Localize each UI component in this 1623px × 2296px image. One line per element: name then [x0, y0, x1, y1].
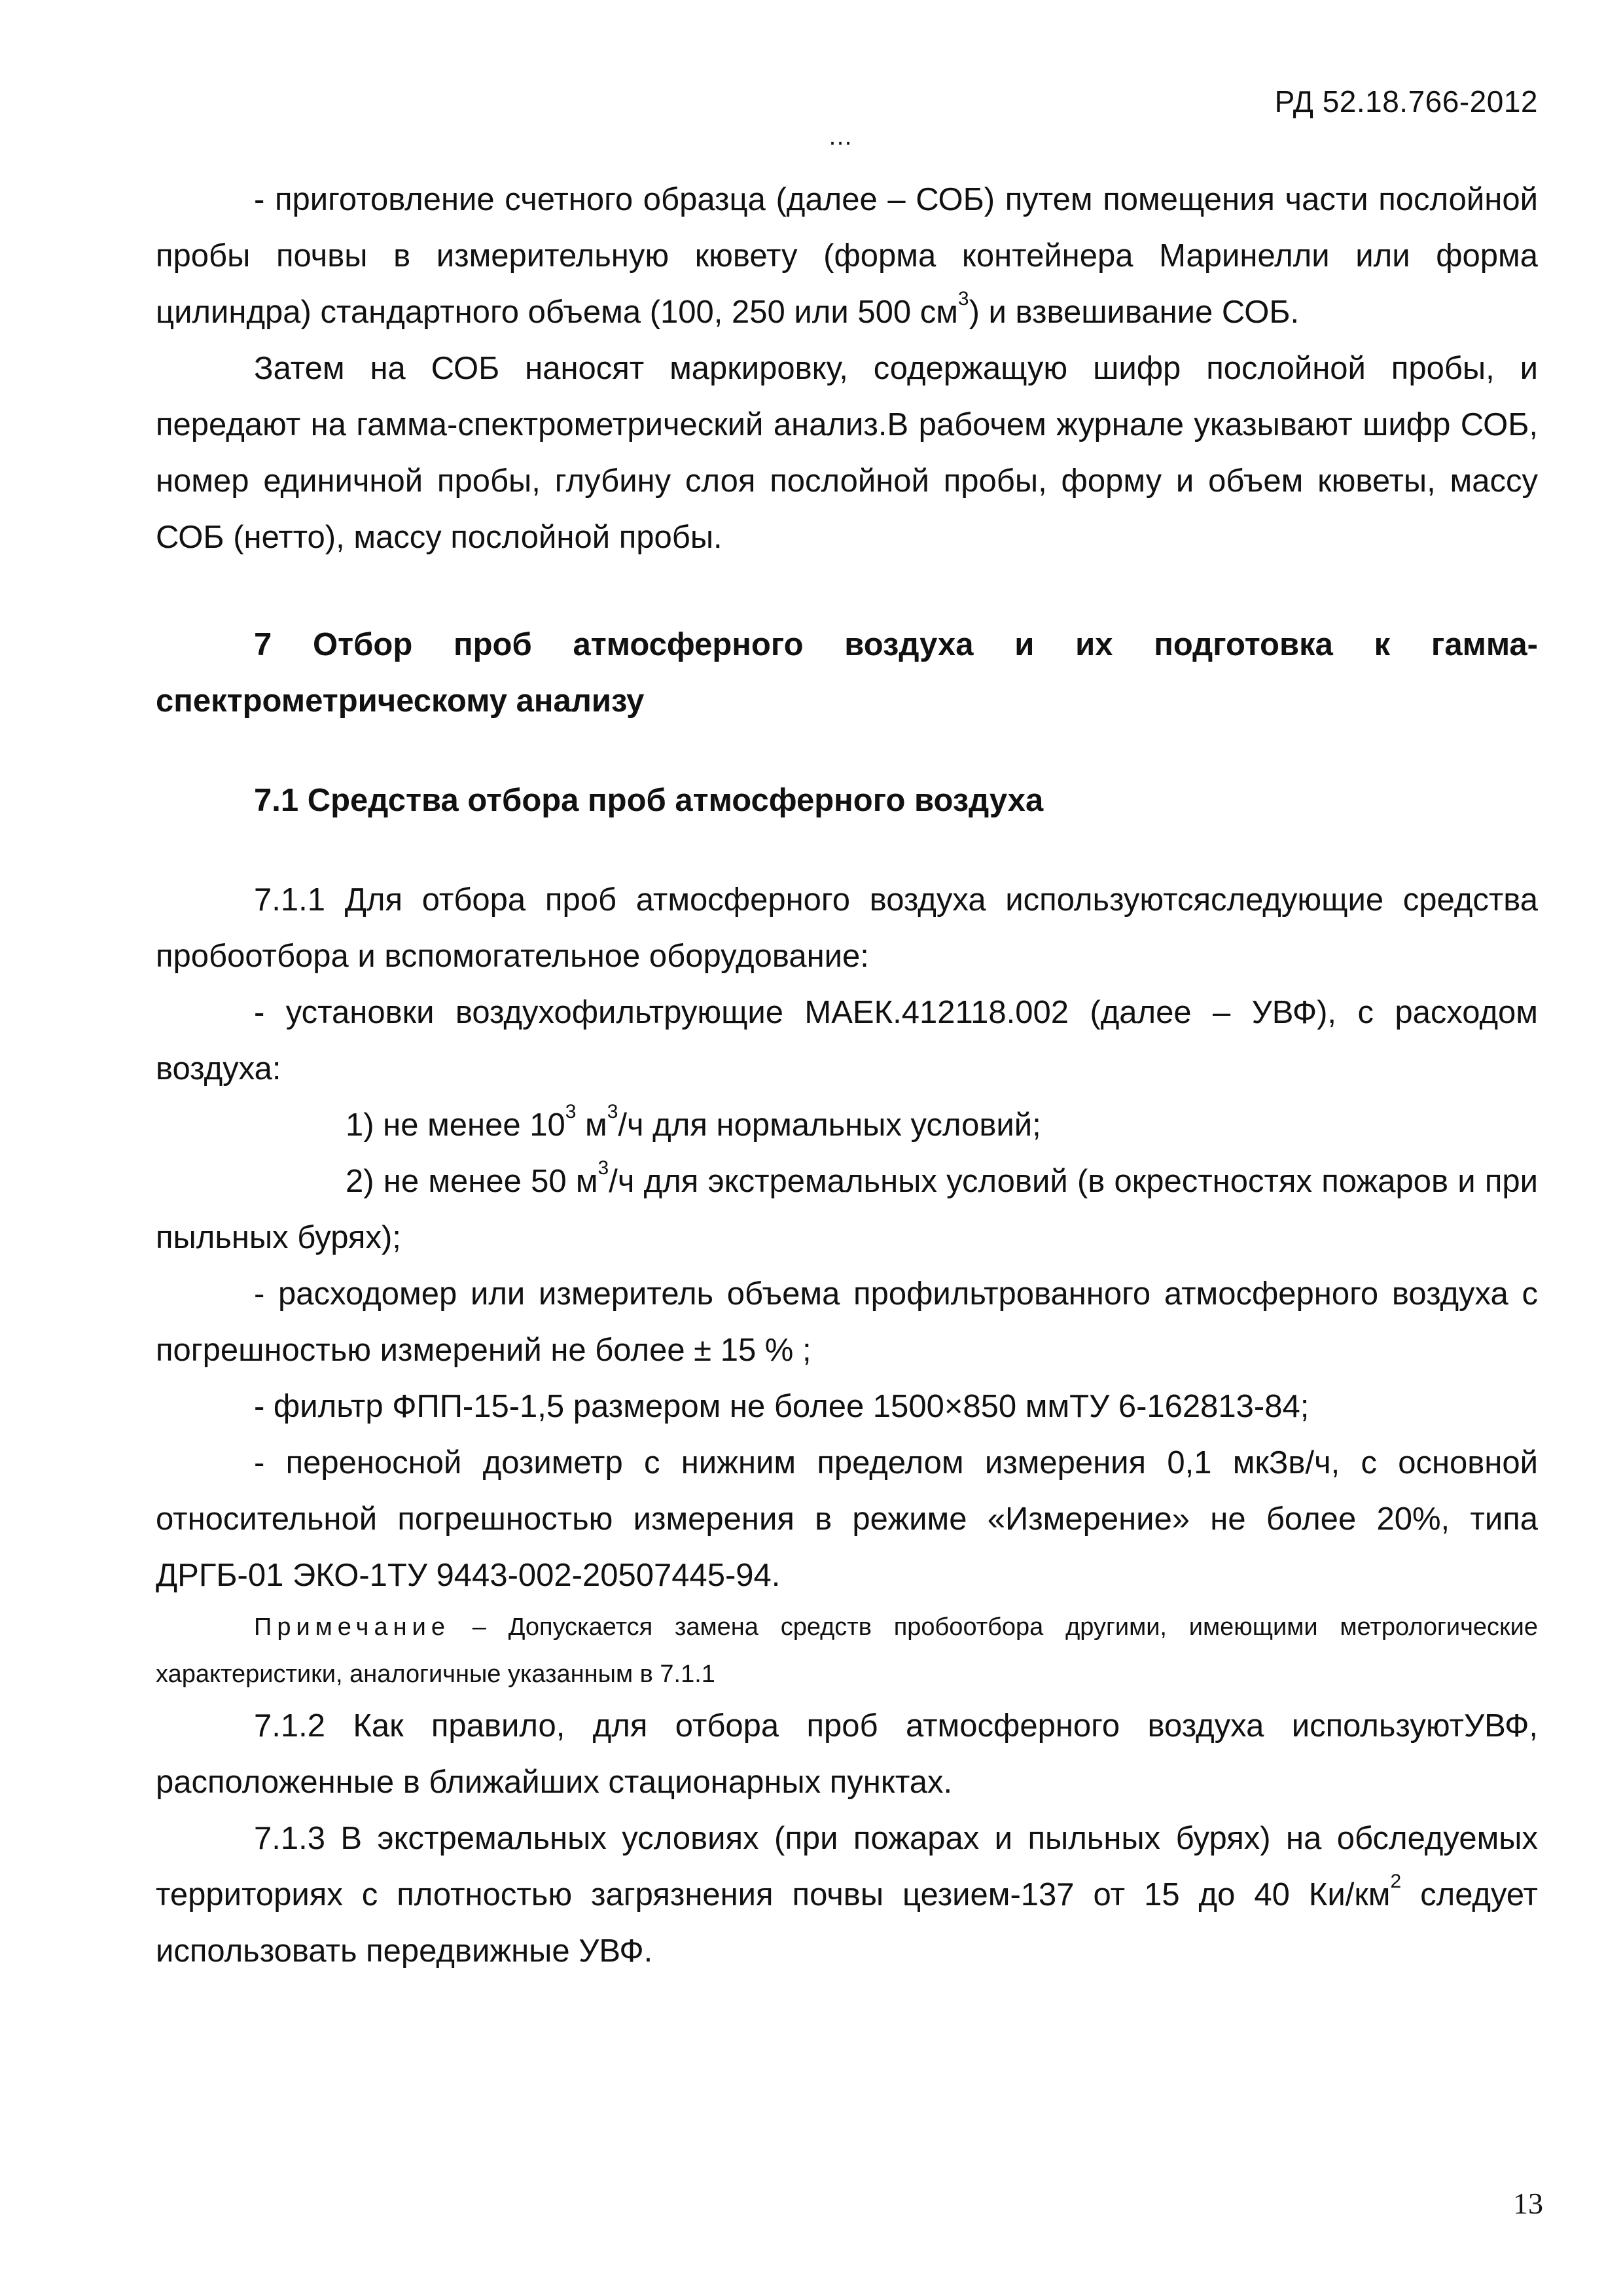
paragraph-7-1-3: 7.1.3 В экстремальных условиях (при пожарах и пыльных бурях) на обследуемых территориях с плотностью загрязнения почвы цезием-137 от 15 до 40 $Ки/км^2$ следует использовать передвижные УВФ. — [156, 1821, 1538, 1969]
continuation-ellipsis: … — [828, 123, 853, 151]
note-text: – Допускается замена средств пробоотбора другими, имеющими метрологические характеристики, аналогичные указанным в 7.1.1 — [156, 1613, 1538, 1688]
list-item-filter: - фильтр ФПП-15-1,5 размером не более 1500×850 ммТУ 6-162813-84; — [254, 1389, 1310, 1424]
list-item-flowmeter: - расходомер или измеритель объема профильтрованного атмосферного воздуха с погрешностью измерений не более ± 15 % ; — [156, 1276, 1538, 1368]
note — [156, 1604, 1538, 1698]
document-code: РД 52.18.766-2012 — [1274, 84, 1538, 118]
page-number: 13 — [1513, 2187, 1543, 2220]
paragraph-7-1-2: 7.1.2 Как правило, для отбора проб атмосферного воздуха используютУВФ, расположенные в ближайших стационарных пунктах. — [156, 1708, 1538, 1800]
subsection-heading-7-1: 7.1 Средства отбора проб атмосферного воздуха — [254, 783, 1044, 818]
list-item-dosimeter: - переносной дозиметр с нижним пределом измерения 0,1 мкЗв/ч, с основной относительной погрешностью измерения в режиме «Измерение» не более 20%, типа ДРГБ-01 ЭКО-1ТУ 9443-002-20507445-94. — [156, 1445, 1538, 1593]
list-item-filter-units: - установки воздухофильтрующие МАЕК.412118.002 (далее – УВФ), с расходом воздуха: — [156, 995, 1538, 1086]
page-content — [156, 171, 1538, 1979]
list-item-extreme-conditions: 2) не менее 50 $м^3/ч$ для экстремальных условий (в окрестностях пожаров и при пыльных бурях); — [156, 1157, 1539, 1255]
note-label: Примечание — [254, 1613, 450, 1641]
paragraph-sample-preparation: - приготовление счетного образца (далее – СОБ) путем помещения части послойной пробы почвы в измерительную кювету (форма контейнера Маринелли или форма цилиндра) стандартного объема (100, 250 или 500 $см^3$) и взвешивание СОБ. — [156, 182, 1538, 330]
list-item-normal-conditions: 1) не менее $10^3$ $м^3/ч$ для нормальных условий; — [346, 1101, 1041, 1143]
section-heading-7: 7 Отбор проб атмосферного воздуха и их подготовка к гамма-спектрометрическому анализу — [156, 627, 1538, 719]
paragraph-7-1-1: 7.1.1 Для отбора проб атмосферного воздуха используютсяследующие средства пробоотбора и вспомогательное оборудование: — [156, 882, 1538, 974]
paragraph-marking: Затем на СОБ наносят маркировку, содержащую шифр послойной пробы, и передают на гамма-спектрометрический анализ.В рабочем журнале указывают шифр СОБ, номер единичной пробы, глубину слоя послойной пробы, форму и объем кюветы, массу СОБ (нетто), массу послойной пробы. — [156, 351, 1538, 555]
